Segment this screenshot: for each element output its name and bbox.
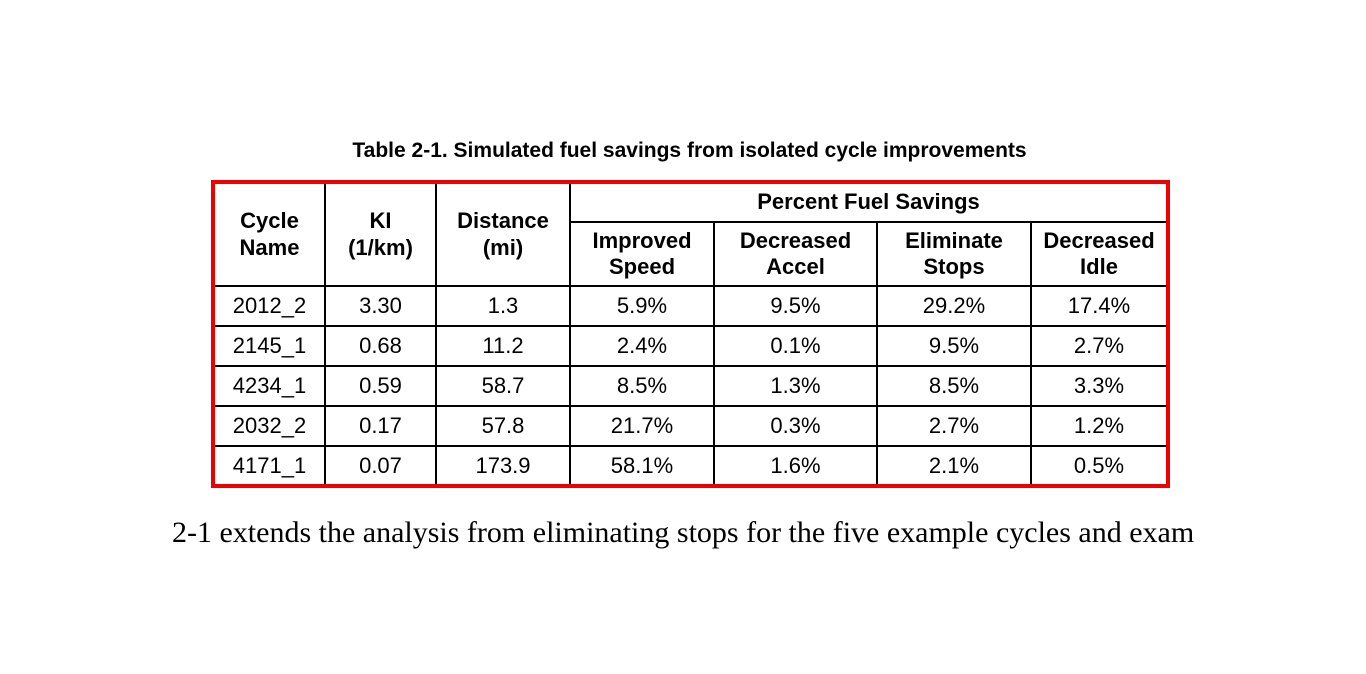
column-header-cycle-name: Cycle Name [213, 182, 325, 286]
table-row [213, 286, 1168, 326]
table-cell: 1.3 [436, 286, 570, 326]
table-cell: 57.8 [436, 406, 570, 446]
table-cell: 1.3% [714, 366, 877, 406]
table-cell: 173.9 [436, 446, 570, 486]
table-cell: 5.9% [570, 286, 714, 326]
table-cell: 0.07 [325, 446, 436, 486]
table-cell: 4171_1 [213, 446, 325, 486]
table-cell: 0.5% [1031, 446, 1168, 486]
column-header-decreased-idle: Decreased Idle [1031, 222, 1168, 286]
table-cell: 0.1% [714, 326, 877, 366]
body-text: 2-1 extends the analysis from eliminating stops for the five example cycles and exam [172, 516, 1195, 549]
table-cell: 0.3% [714, 406, 877, 446]
table-row [213, 326, 1168, 366]
table-cell: 3.3% [1031, 366, 1168, 406]
table-cell: 2032_2 [213, 406, 325, 446]
table-cell: 58.7 [436, 366, 570, 406]
table-cell: 2.7% [877, 406, 1031, 446]
table-cell: 2.7% [1031, 326, 1168, 366]
column-header-improved-speed: Improved Speed [570, 222, 714, 286]
table-title: Table 2-1. Simulated fuel savings from isolated cycle improvements [352, 139, 1027, 162]
table-cell: 8.5% [570, 366, 714, 406]
table-cell: 58.1% [570, 446, 714, 486]
table-cell: 8.5% [877, 366, 1031, 406]
column-header-percent-fuel-savings: Percent Fuel Savings [570, 182, 1168, 222]
table-cell: 2.1% [877, 446, 1031, 486]
table-cell: 3.30 [325, 286, 436, 326]
table-cell: 1.6% [714, 446, 877, 486]
column-header-decreased-accel: Decreased Accel [714, 222, 877, 286]
table-cell: 0.68 [325, 326, 436, 366]
table-cell: 17.4% [1031, 286, 1168, 326]
table-cell: 0.17 [325, 406, 436, 446]
table-row [213, 406, 1168, 446]
table-cell: 2012_2 [213, 286, 325, 326]
table-cell: 2145_1 [213, 326, 325, 366]
table-cell: 2.4% [570, 326, 714, 366]
table-cell: 21.7% [570, 406, 714, 446]
column-header-eliminate-stops: Eliminate Stops [877, 222, 1031, 286]
table-cell: 9.5% [877, 326, 1031, 366]
table-cell: 11.2 [436, 326, 570, 366]
table-cell: 9.5% [714, 286, 877, 326]
table-cell: 4234_1 [213, 366, 325, 406]
table-cell: 29.2% [877, 286, 1031, 326]
header-row-group [213, 182, 1168, 222]
column-header-distance: Distance (mi) [436, 182, 570, 286]
table-row [213, 446, 1168, 486]
table-cell: 1.2% [1031, 406, 1168, 446]
table-row [213, 366, 1168, 406]
table-cell: 0.59 [325, 366, 436, 406]
fuel-savings-table [211, 180, 1170, 488]
column-header-ki: KI (1/km) [325, 182, 436, 286]
